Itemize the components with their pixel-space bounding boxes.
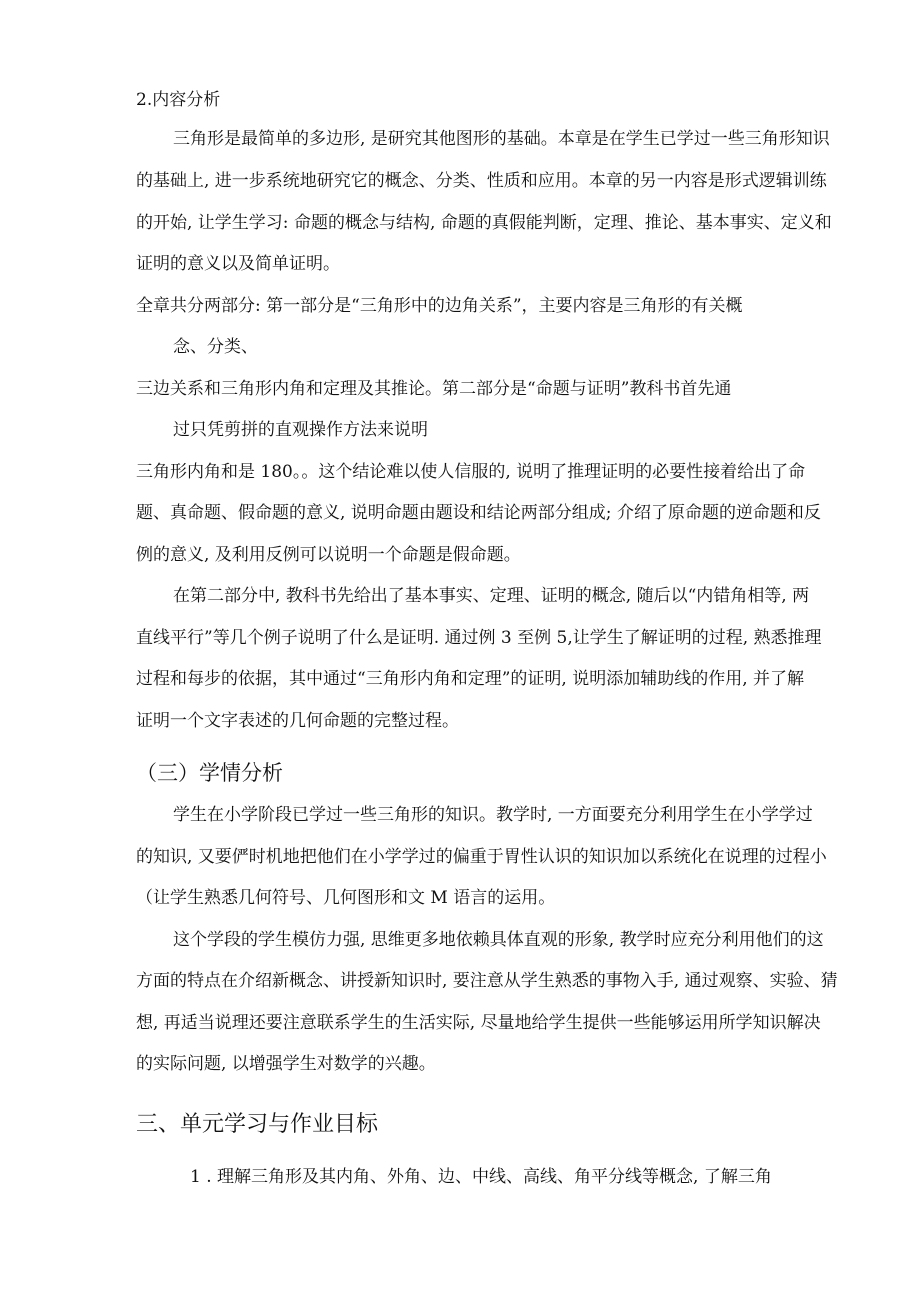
paragraph-line: 想, 再适当说理还要注意联系学生的生活实际, 尽量地给学生提供一些能够运用所学知识解决 bbox=[136, 1013, 821, 1033]
paragraph-line: 过程和每步的依据，其中通过“三角形内角和定理”的证明, 说明添加辅助线的作用, 并了解 bbox=[136, 669, 804, 689]
paragraph-line: 证明的意义以及简单证明。 bbox=[136, 254, 340, 274]
paragraph-line: 的基础上, 进一步系统地研究它的概念、分类、性质和应用。本章的另一内容是形式逻辑训练 bbox=[136, 171, 827, 191]
paragraph-line: 过只凭剪拼的直观操作方法来说明 bbox=[173, 420, 428, 440]
paragraph-line: 例的意义, 及利用反例可以说明一个命题是假命题。 bbox=[136, 545, 521, 565]
paragraph-line: 三角形是最简单的多边形, 是研究其他图形的基础。本章是在学生已学过一些三角形知识 bbox=[173, 129, 830, 149]
paragraph-line: 三角形内角和是 180。。这个结论难以使人信服的, 说明了推理证明的必要性接着给出了命 bbox=[136, 462, 806, 482]
paragraph-line: 直线平行”等几个例子说明了什么是证明. 通过例 3 至例 5,让学生了解证明的过程, 熟悉推理 bbox=[136, 628, 822, 648]
section-heading-learning-analysis: （三）学情分析 bbox=[136, 761, 283, 785]
paragraph-line: 念、分类、 bbox=[173, 337, 258, 357]
paragraph-line: 这个学段的学生模仿力强, 思维更多地依赖具体直观的形象, 教学时应充分利用他们的这 bbox=[173, 930, 824, 950]
paragraph-line: 题、真命题、假命题的意义, 说明命题由题设和结论两部分组成; 介绍了原命题的逆命题和反 bbox=[136, 503, 821, 523]
paragraph-line: 的实际问题, 以增强学生对数学的兴趣。 bbox=[136, 1054, 436, 1074]
section-heading-unit-objectives: 三、单元学习与作业目标 bbox=[136, 1112, 379, 1137]
paragraph-line: （让学生熟悉几何符号、几何图形和文 M 语言的运用。 bbox=[136, 888, 556, 908]
objective-item: 1 . 理解三角形及其内角、外角、边、中线、高线、角平分线等概念, 了解三角 bbox=[190, 1167, 772, 1187]
paragraph-line: 在第二部分中, 教科书先给出了基本事实、定理、证明的概念, 随后以“内错角相等, 两 bbox=[173, 586, 810, 606]
paragraph-line: 的开始, 让学生学习: 命题的概念与结构, 命题的真假能判断，定理、推论、基本事实、定义和 bbox=[136, 213, 832, 233]
paragraph-line: 证明一个文字表述的几何命题的完整过程。 bbox=[136, 711, 459, 731]
paragraph-line: 学生在小学阶段已学过一些三角形的知识。教学时, 一方面要充分利用学生在小学学过 bbox=[173, 805, 813, 825]
paragraph-line: 三边关系和三角形内角和定理及其推论。第二部分是“命题与证明”教科书首先通 bbox=[136, 379, 732, 399]
section-heading-content-analysis: 2.内容分析 bbox=[136, 90, 221, 110]
paragraph-line: 方面的特点在介绍新概念、讲授新知识时, 要注意从学生熟悉的事物入手, 通过观察、实验、猜 bbox=[136, 971, 838, 991]
paragraph-line: 的知识, 又要俨时机地把他们在小学学过的偏重于胃性认识的知识加以系统化在说理的过程小 bbox=[136, 847, 827, 867]
paragraph-line: 全章共分两部分: 第一部分是“三角形中的边角关系”，主要内容是三角形的有关概 bbox=[136, 296, 743, 316]
